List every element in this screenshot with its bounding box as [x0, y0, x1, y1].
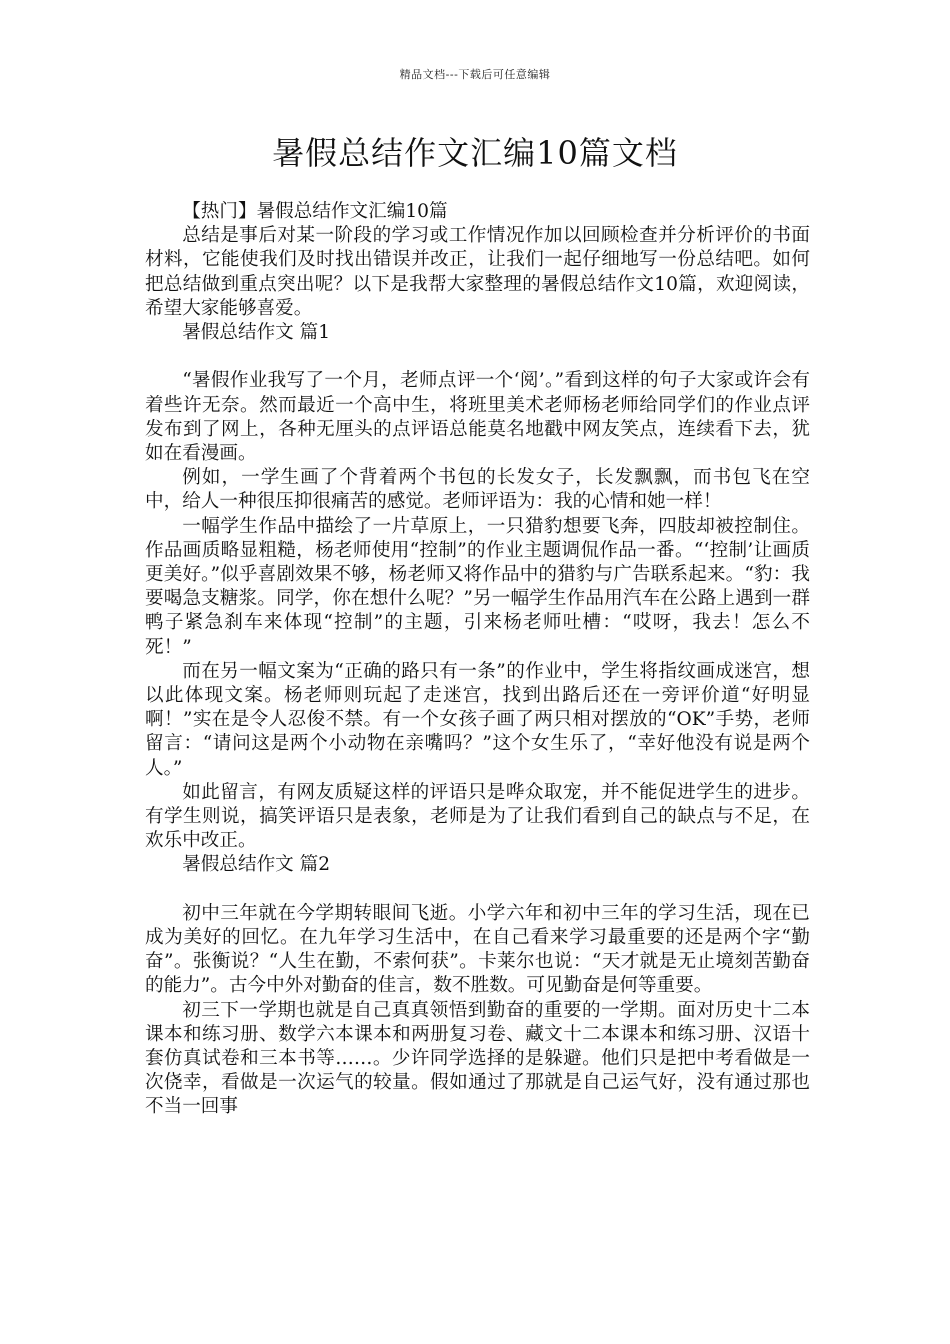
paragraph: 如此留言，有网友质疑这样的评语只是哗众取宠，并不能促进学生的进步。有学生则说，搞笑评语只是表象，老师是为了让我们看到自己的缺点与不足，在欢乐中改正。 — [145, 781, 810, 852]
page-header-note: 精品文档---下载后可任意编辑 — [399, 68, 551, 81]
paragraph: 例如，一学生画了个背着两个书包的长发女子，长发飘飘，而书包飞在空中，给人一种很压抑很痛苦的感觉。老师评语为：我的心情和她一样！ — [145, 467, 810, 513]
paragraph: 总结是事后对某一阶段的学习或工作情况作加以回顾检查并分析评价的书面材料，它能使我们及时找出错误并改正，让我们一起仔细地写一份总结吧。如何把总结做到重点突出呢？以下是我帮大家整理的暑假总结作文10篇，欢迎阅读，希望大家能够喜爱。 — [145, 225, 810, 319]
section-heading: 暑假总结作文 篇1 — [182, 322, 331, 344]
paragraph: 【热门】暑假总结作文汇编10篇 — [182, 201, 448, 222]
paragraph: 一幅学生作品中描绘了一片草原上，一只猎豹想要飞奔，四肢却被控制住。作品画质略显粗糙，杨老师使用“控制”的作业主题调侃作品一番。“‘控制’让画质更美好。”似乎喜剧效果不够，杨老师又将作品中的猎豹与广告联系起来。“豹：我要喝急支糖浆。同学，你在想什么呢？”另一幅学生作品用汽车在公路上遇到一群鸭子紧急刹车来体现“控制”的主题，引来杨老师吐槽：“哎呀，我去！怎么不死！” — [145, 515, 810, 658]
paragraph: 初三下一学期也就是自己真真领悟到勤奋的重要的一学期。面对历史十二本课本和练习册、数学六本课本和两册复习卷、藏文十二本课本和练习册、汉语十套仿真试卷和三本书等……。少许同学选择的是躲避。他们只是把中考看做是一次侥幸，看做是一次运气的较量。假如通过了那就是自己运气好，没有通过那也不当一回事 — [145, 999, 810, 1118]
paragraph: 初中三年就在今学期转眼间飞逝。小学六年和初中三年的学习生活，现在已成为美好的回忆。在九年学习生活中，在自己看来学习最重要的还是两个字“勤奋”。张衡说？“人生在勤，不索何获”。卡莱尔也说：“天才就是无止境刻苦勤奋的能力”。古今中外对勤奋的佳言，数不胜数。可见勤奋是何等重要。 — [145, 902, 810, 997]
section-heading: 暑假总结作文 篇2 — [182, 854, 331, 876]
document-body — [145, 200, 810, 1120]
paragraph: 而在另一幅文案为“正确的路只有一条”的作业中，学生将指纹画成迷宫，想以此体现文案。杨老师则玩起了走迷宫，找到出路后还在一旁评价道“好明显啊！”实在是令人忍俊不禁。有一个女孩子画了两只相对摆放的“OK”手势，老师留言：“请问这是两个小动物在亲嘴吗？”这个女生乐了，“幸好他没有说是两个人。” — [145, 660, 810, 779]
document-title: 暑假总结作文汇编10篇文档 — [272, 134, 678, 172]
paragraph: “暑假作业我写了一个月，老师点评一个‘阅’。”看到这样的句子大家或许会有着些许无奈。然而最近一个高中生，将班里美术老师杨老师给同学们的作业点评发布到了网上，各种无厘头的点评语总能莫名地戳中网友笑点，连续看下去，犹如在看漫画。 — [145, 370, 810, 465]
